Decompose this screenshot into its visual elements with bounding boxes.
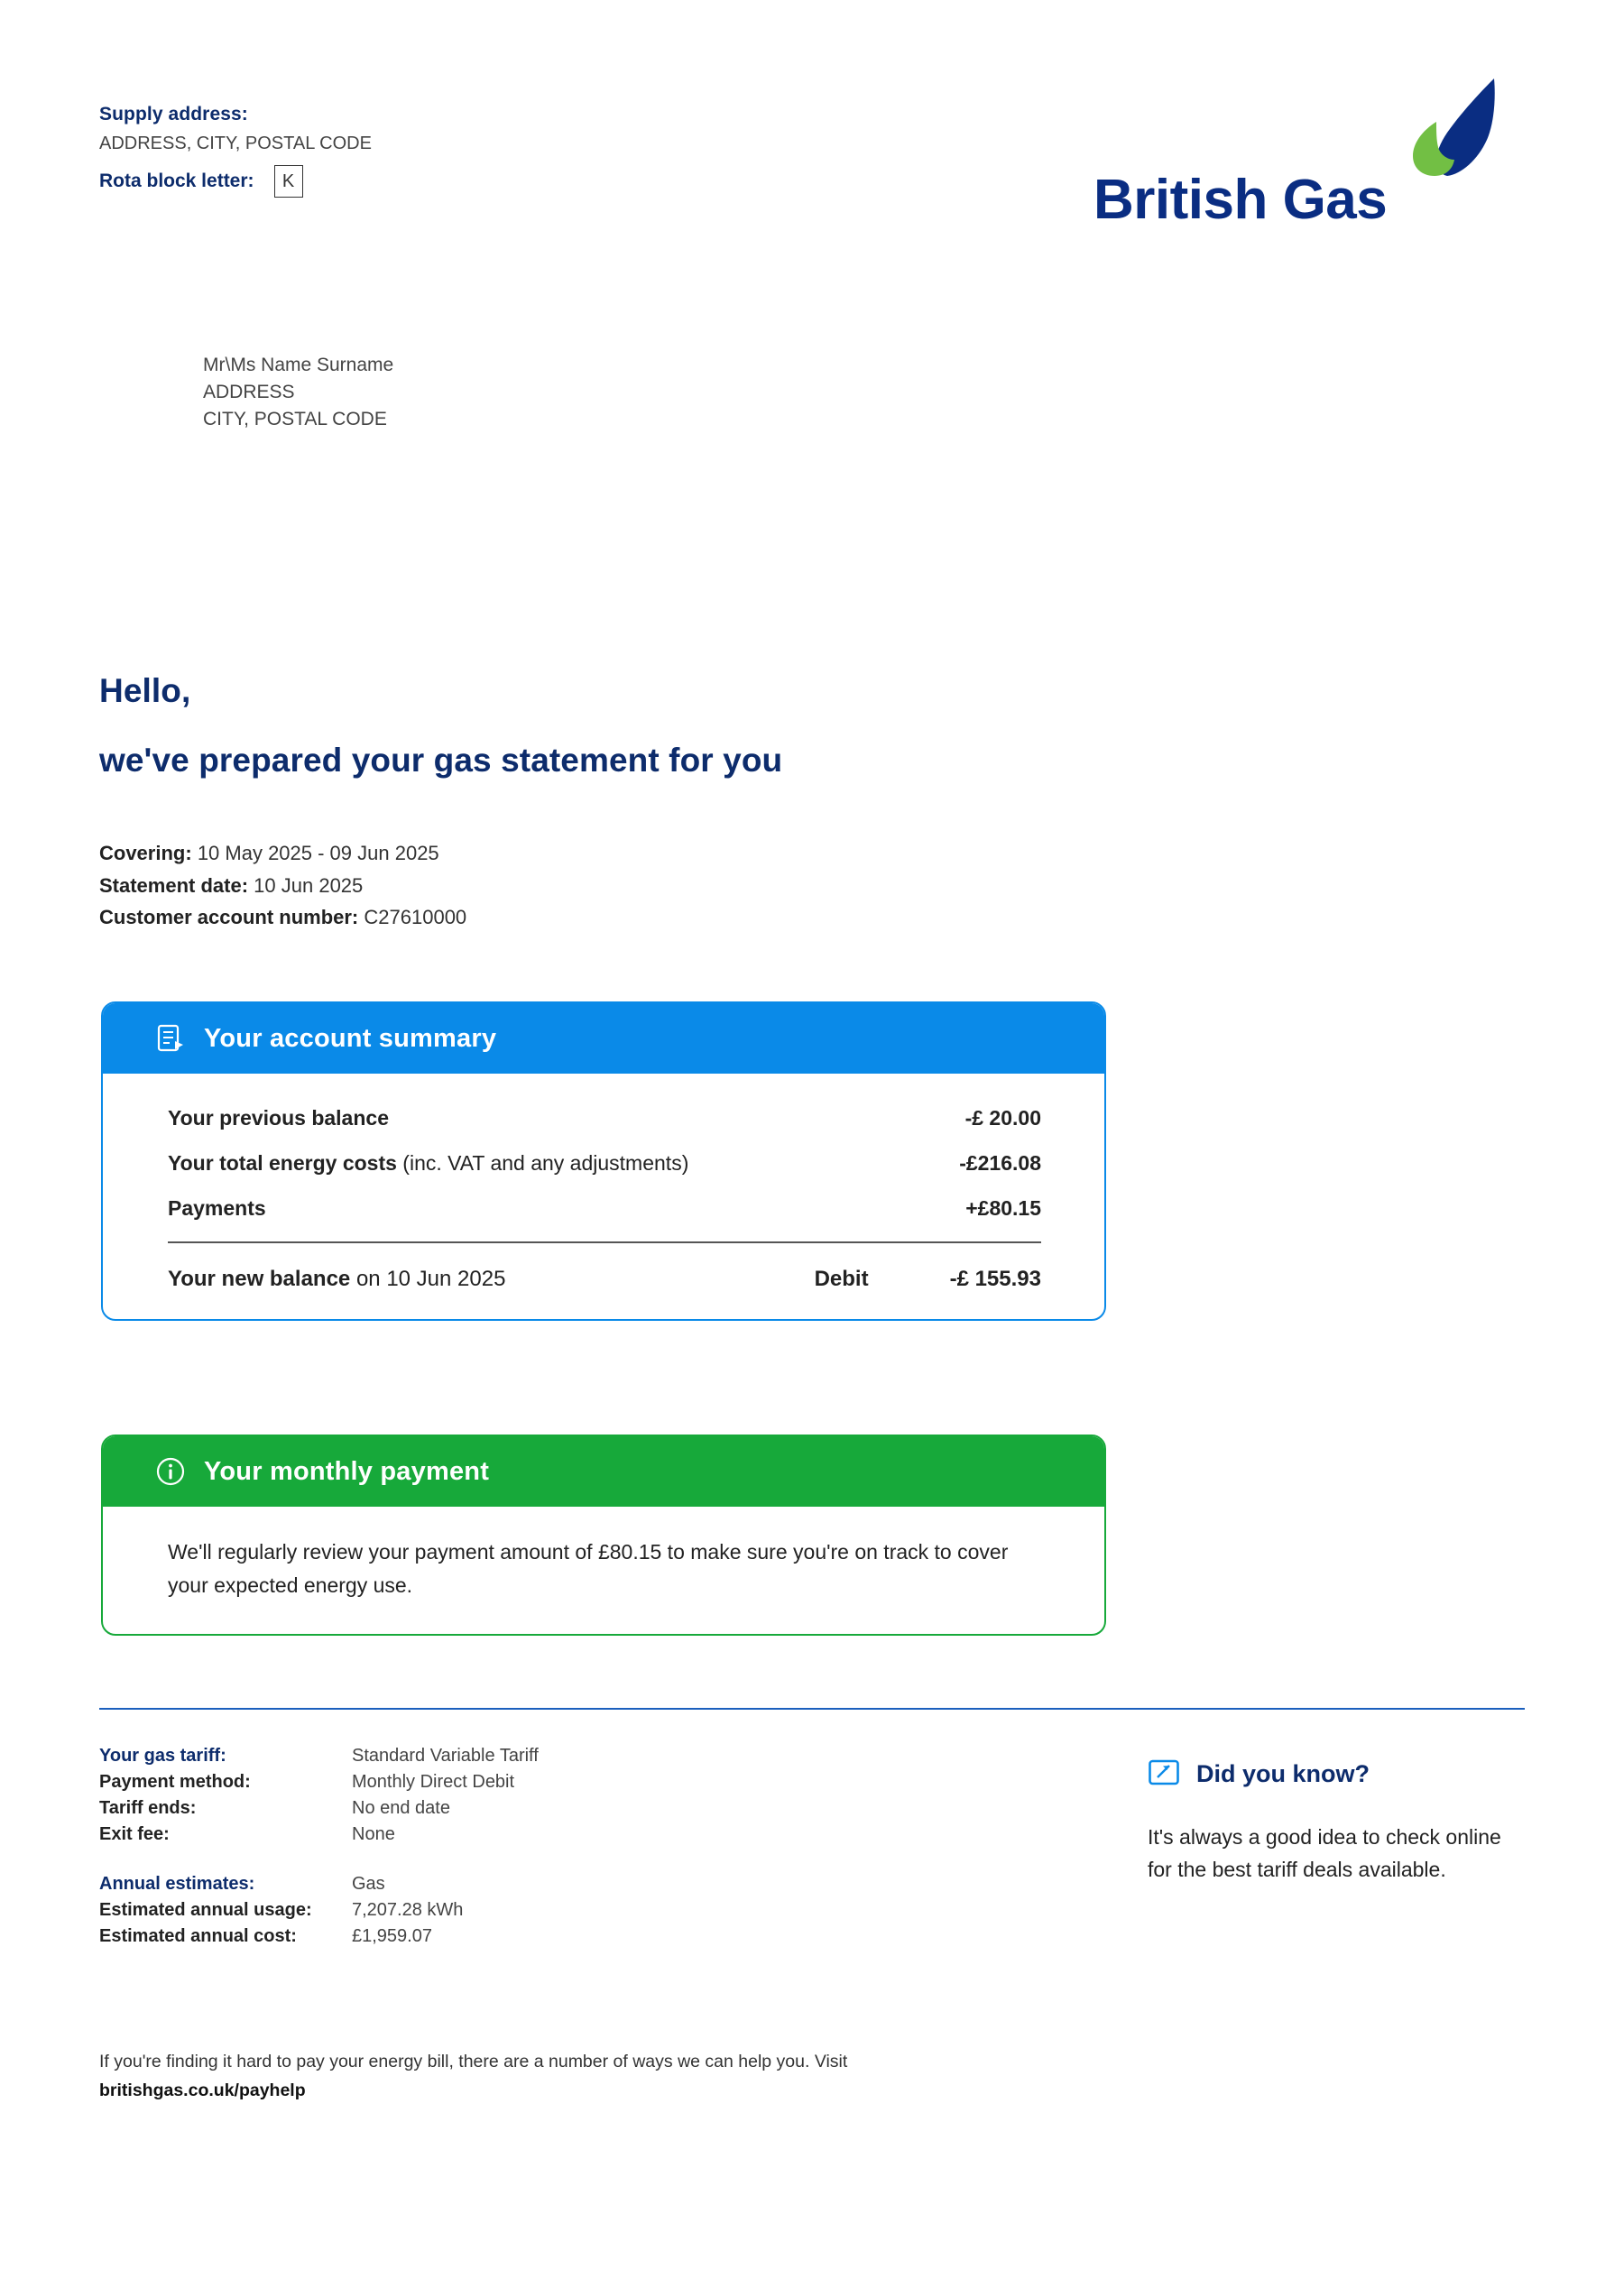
monthly-payment-header <box>103 1436 1104 1507</box>
account-summary-card <box>101 1001 1106 1321</box>
did-you-know-header <box>1148 1758 1527 1790</box>
recipient-address <box>203 352 393 432</box>
account-number-value: C27610000 <box>364 906 467 929</box>
estimate-row-value: Gas <box>352 1874 385 1894</box>
summary-row-label: Your total energy costs <box>168 1151 397 1175</box>
info-icon <box>155 1456 186 1487</box>
did-you-know-title: Did you know? <box>1196 1759 1370 1787</box>
tariff-row-value: Standard Variable Tariff <box>352 1746 539 1766</box>
tariff-row-label: Tariff ends: <box>99 1798 197 1818</box>
covering-value: 10 May 2025 - 09 Jun 2025 <box>197 842 439 864</box>
summary-row-label-group <box>168 1106 389 1130</box>
flame-icon <box>1384 77 1501 178</box>
did-you-know-block <box>1148 1758 1527 1887</box>
monthly-payment-card <box>101 1435 1106 1636</box>
pay-help-text: If you're finding it hard to pay your energy bill, there are a number of ways we can help you. Visit <box>99 2052 848 2071</box>
summary-divider <box>168 1241 1041 1243</box>
tariff-row-value: Monthly Direct Debit <box>352 1772 515 1792</box>
summary-row-label-group <box>168 1151 688 1176</box>
supply-address-value: ADDRESS, CITY, POSTAL CODE <box>99 134 372 153</box>
estimate-row-value: 7,207.28 kWh <box>352 1900 464 1920</box>
tariff-row-label: Payment method: <box>99 1772 251 1792</box>
tariff-row <box>99 1746 803 1767</box>
greeting-hello: Hello, <box>99 672 191 709</box>
estimate-row-label: Annual estimates: <box>99 1874 255 1894</box>
did-you-know-body: It's always a good idea to check online for the best tariff deals available. <box>1148 1825 1501 1882</box>
summary-row-value: -£ 20.00 <box>964 1106 1041 1130</box>
account-summary-body <box>103 1074 1104 1319</box>
tariff-row-label: Exit fee: <box>99 1824 170 1844</box>
account-summary-header <box>103 1003 1104 1074</box>
statement-date-label: Statement date: <box>99 873 249 897</box>
recipient-line-2: ADDRESS <box>203 381 295 402</box>
estimate-row <box>99 1926 803 1947</box>
tariff-row <box>99 1772 803 1793</box>
rota-block-row <box>99 165 372 198</box>
summary-row-value: +£80.15 <box>965 1196 1041 1220</box>
new-balance-label-group <box>168 1267 505 1292</box>
supply-address-label: Supply address: <box>99 104 248 125</box>
rota-block-value: K <box>274 165 303 198</box>
british-gas-logo <box>1093 77 1509 239</box>
tariff-row <box>99 1798 803 1819</box>
statement-icon <box>155 1023 186 1054</box>
account-number-row <box>99 901 466 934</box>
rota-block-label: Rota block letter: <box>99 171 254 191</box>
covering-row <box>99 837 466 870</box>
monthly-payment-body: We'll regularly review your payment amount of £80.15 to make sure you're on track to cover your expected energy use. <box>168 1540 1009 1598</box>
recipient-line-3: CITY, POSTAL CODE <box>203 408 387 429</box>
statement-date-value: 10 Jun 2025 <box>254 873 364 897</box>
pay-help-note <box>99 2048 947 2105</box>
supply-address-block <box>99 104 372 198</box>
statement-date-row <box>99 870 466 902</box>
new-balance-label: Your new balance <box>168 1267 351 1291</box>
estimate-row <box>99 1900 803 1921</box>
tariff-row <box>99 1824 803 1845</box>
summary-row-label-group <box>168 1196 266 1221</box>
estimate-row <box>99 1874 803 1895</box>
brand-name: British Gas <box>1093 169 1388 231</box>
recipient-line-1: Mr\Ms Name Surname <box>203 355 394 375</box>
monthly-payment-title: Your monthly payment <box>204 1456 490 1486</box>
account-summary-title: Your account summary <box>204 1023 497 1053</box>
summary-row-label: Payments <box>168 1196 266 1220</box>
account-number-label: Customer account number: <box>99 906 359 929</box>
tariff-row-value: No end date <box>352 1798 450 1818</box>
tariff-details <box>99 1746 803 1952</box>
covering-label: Covering: <box>99 842 192 864</box>
new-balance-status: Debit <box>814 1267 869 1291</box>
estimate-row-label: Estimated annual cost: <box>99 1926 297 1946</box>
greeting-subtitle: we've prepared your gas statement for you <box>99 742 783 779</box>
pay-help-link[interactable]: britishgas.co.uk/payhelp <box>99 2080 306 2100</box>
estimate-row-value: £1,959.07 <box>352 1926 432 1946</box>
new-balance-row <box>168 1267 1041 1292</box>
lightbulb-screen-icon <box>1148 1758 1180 1790</box>
estimate-row-label: Estimated annual usage: <box>99 1900 312 1920</box>
tariff-row-label: Your gas tariff: <box>99 1746 226 1766</box>
new-balance-value: -£ 155.93 <box>949 1267 1041 1291</box>
statement-meta <box>99 837 466 934</box>
new-balance-date: on 10 Jun 2025 <box>350 1267 506 1291</box>
tariff-spacer <box>99 1850 803 1874</box>
summary-row-value: -£216.08 <box>959 1151 1041 1175</box>
footer-divider <box>99 1708 1525 1710</box>
summary-row <box>168 1151 1041 1176</box>
summary-row-label: Your previous balance <box>168 1106 389 1130</box>
summary-row <box>168 1106 1041 1130</box>
summary-row <box>168 1196 1041 1221</box>
summary-row-note: (inc. VAT and any adjustments) <box>396 1151 689 1175</box>
tariff-row-value: None <box>352 1824 395 1844</box>
